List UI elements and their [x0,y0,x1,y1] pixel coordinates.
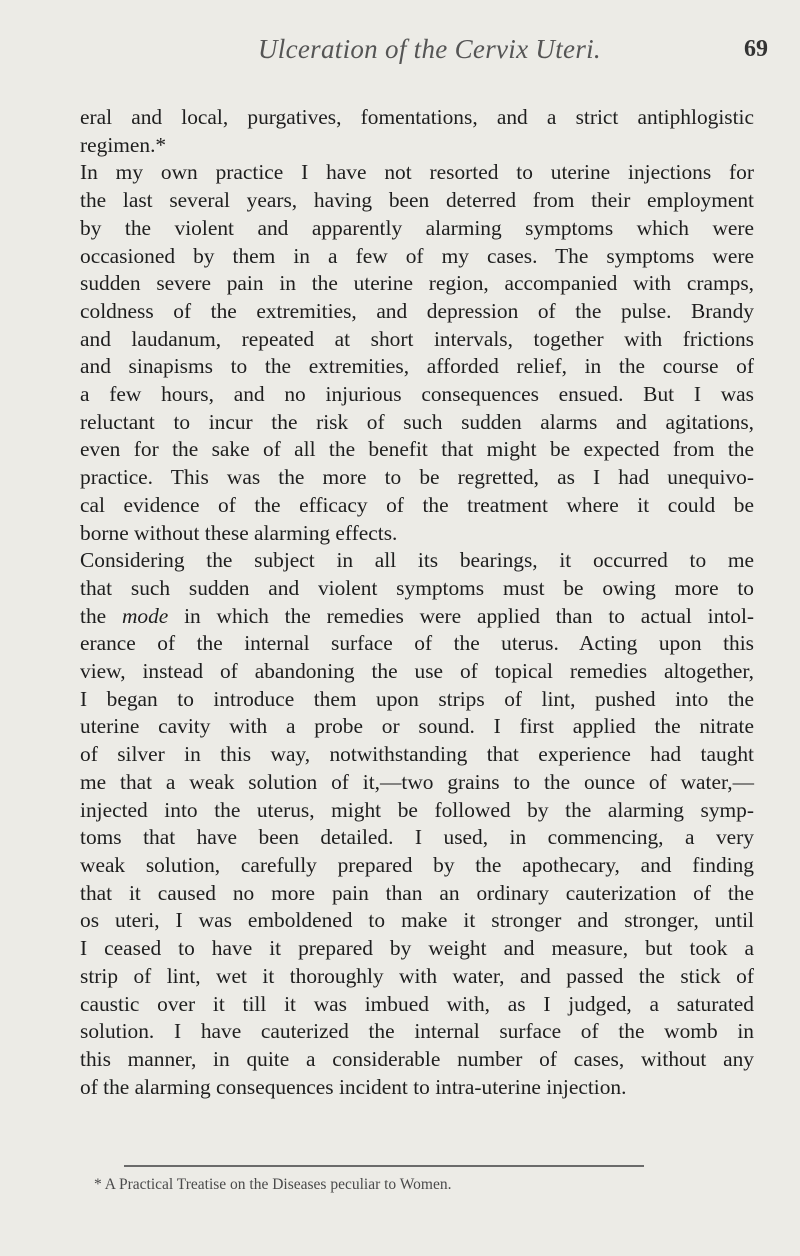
text-fragment: in which the remedies were applied than to actual intol- [168,603,755,628]
text-line: In my own practice I have not resorted to uterine injections for [80,160,754,185]
text-line: eral and local, purgatives, fomentations, and a strict antiphlogistic [80,105,754,129]
text-line: toms that have been detailed. I used, in commencing, a very [80,825,754,850]
text-line: a few hours, and no injurious consequences ensued. But I was [80,382,754,407]
text-line: regimen.* [80,132,167,157]
text-line: and laudanum, repeated at short intervals, together with frictions [80,326,754,351]
text-line: sudden severe pain in the uterine region, accompanied with cramps, [80,271,754,296]
footnote: * A Practical Treatise on the Diseases peculiar to Women. [94,1176,452,1193]
page-number: 69 [744,36,768,62]
text-line: view, instead of abandoning the use of topical remedies altogether, [80,659,754,684]
text-line: of silver in this way, notwithstanding that experience had taught [80,742,754,767]
running-title: Ulceration of the Cervix Uteri. [258,34,601,64]
text-line: coldness of the extremities, and depression of the pulse. Brandy [80,298,754,323]
emphasized-word: mode [121,603,169,628]
text-line: that it caused no more pain than an ordinary cauterization of the [80,880,754,905]
text-line: by the violent and apparently alarming symptoms which were [80,215,754,240]
text-line: solution. I have cauterized the internal surface of the womb in [80,1019,754,1044]
text-line: uterine cavity with a probe or sound. I first applied the nitrate [80,714,754,739]
text-line: Considering the subject in all its bearings, it occurred to me [80,548,754,573]
text-line: even for the sake of all the benefit that might be expected from the [80,437,754,462]
text-line: erance of the internal surface of the uterus. Acting upon this [80,631,754,656]
paragraph-1 [80,104,754,159]
text-line: and sinapisms to the extremities, afforded relief, in the course of [80,354,754,379]
text-line-with-emphasis [80,603,754,631]
text-line: me that a weak solution of it,—two grains to the ounce of water,— [80,769,754,794]
text-line: cal evidence of the efficacy of the treatment where it could be [80,492,754,517]
text-line: this manner, in quite a considerable number of cases, without any [80,1046,754,1071]
paragraph-3 [80,547,754,1101]
running-head [80,34,768,74]
text-line: caustic over it till it was imbued with, as I judged, a saturated [80,991,754,1016]
body-text [80,104,754,1101]
text-line: of the alarming consequences incident to intra-uterine injection. [80,1074,627,1099]
text-line: that such sudden and violent symptoms must be owing more to [80,575,754,600]
text-line: I began to introduce them upon strips of lint, pushed into the [80,686,754,711]
text-line: the last several years, having been deterred from their employment [80,188,754,213]
footnote-divider [124,1165,644,1167]
text-line: strip of lint, wet it thoroughly with water, and passed the stick of [80,963,754,988]
text-line: occasioned by them in a few of my cases. The symptoms were [80,243,754,268]
paragraph-2 [80,159,754,547]
text-line: injected into the uterus, might be followed by the alarming symp- [80,797,754,822]
text-line: practice. This was the more to be regretted, as I had unequivo- [80,465,754,490]
text-line: reluctant to incur the risk of such sudden alarms and agitations, [80,409,754,434]
text-fragment: the [80,603,122,628]
text-line: weak solution, carefully prepared by the apothecary, and finding [80,852,754,877]
text-line: os uteri, I was emboldened to make it stronger and stronger, until [80,908,754,933]
text-line: I ceased to have it prepared by weight and measure, but took a [80,936,754,961]
text-line: borne without these alarming effects. [80,520,398,545]
